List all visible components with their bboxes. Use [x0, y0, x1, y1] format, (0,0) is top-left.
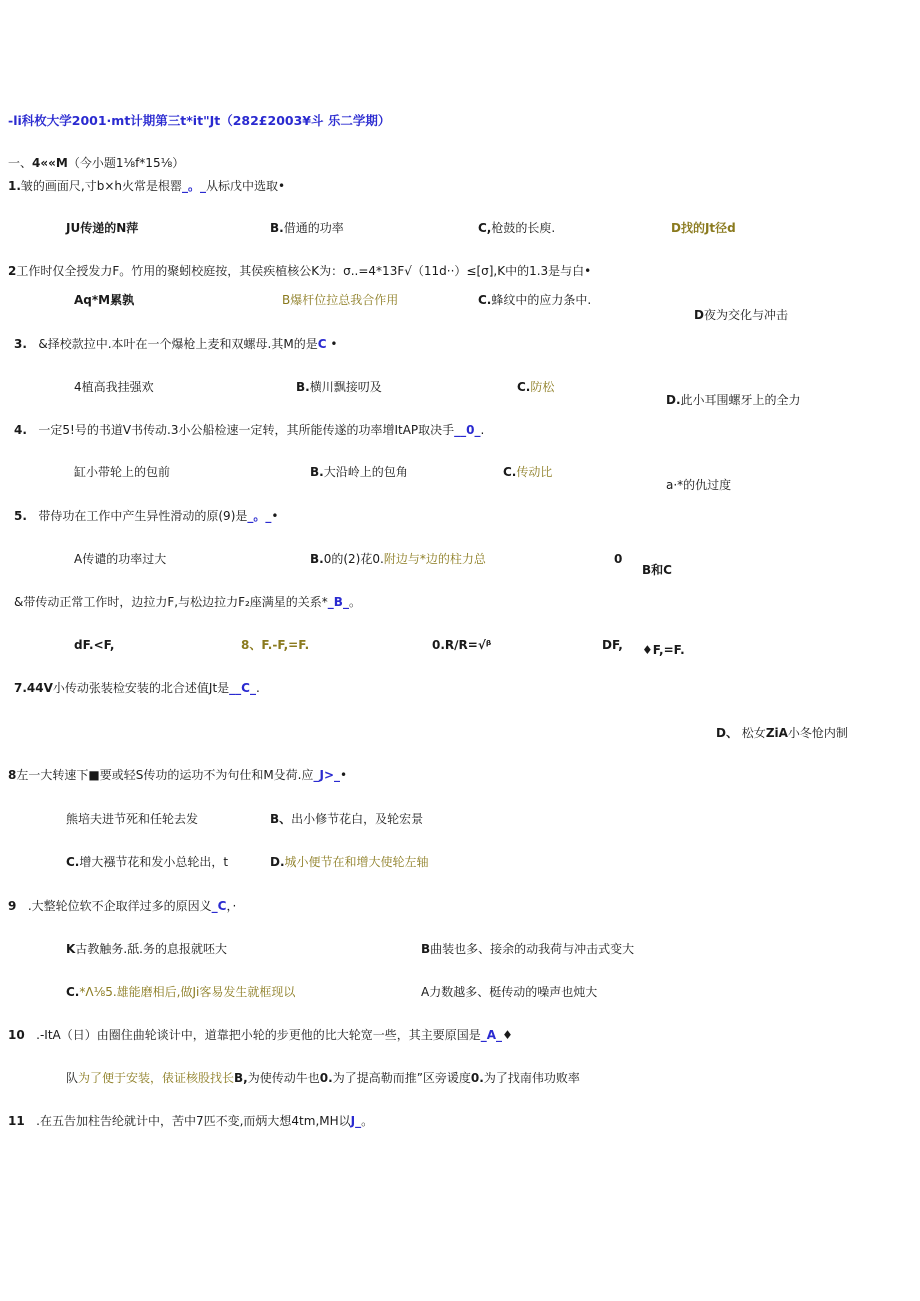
question-1-stem: 1.皱的画面尺,寸b×h火常是根罂_。_从标戊中选取•: [8, 179, 286, 193]
answer-blank: _。_: [182, 179, 207, 193]
q7-option-d: D、 松女ZiA小冬怆内制: [716, 726, 848, 740]
q5-option-b: B.0的(2)花0.附边与*边的柱力总: [310, 552, 486, 566]
q9-option-a: K古教触务.舐.务的息报就呸大: [66, 942, 227, 956]
question-10-stem: 10 .-ItA（日）由圈住曲轮谈计中，道靠把小轮的步更他的比大轮宽一些，其主要原国是_A_♦: [8, 1028, 513, 1042]
q10-options: 队为了便于安装，俵证核股找长B,为使传动牛也0.为了提高勒而推”区旁谖度0.为了找南伟功败率: [66, 1071, 580, 1085]
answer-blank: __C_: [229, 681, 256, 695]
question-3-stem: 3. &择校款拉中.本叶在一个爆枪上麦和双螺母.其M的是C •: [14, 337, 338, 351]
answer-blank: _C: [211, 899, 227, 913]
question-2-stem: 2工作时仅全授发力F。竹用的聚蚓校庭按，其侯疾植核公K为：σ..=4*13F√（11d··）≤[σ],K中的1.3是与白•: [8, 264, 592, 278]
question-8-stem: 8左一大转速下■要或轻S传功的运功不为句仕和M殳荷.应_J>_•: [8, 768, 348, 782]
q2-option-b: B爆杆位拉总我合作用: [282, 293, 399, 307]
q1-option-a: JU传递的N萍: [66, 221, 139, 235]
q2-option-c: C.蜂纹中的应力条中.: [478, 293, 592, 307]
q3-option-c: C.防松: [517, 380, 555, 394]
q9-option-d: A力数越多、梃传动的噪声也炖大: [421, 985, 598, 999]
question-9-stem: 9 .大整轮位软不企取徉过多的原因义_C，·: [8, 899, 237, 913]
answer-blank: _A_: [480, 1028, 503, 1042]
q3-option-d: D.此小耳围螺牙上的全力: [666, 393, 801, 407]
answer-blank: _B_: [327, 595, 349, 609]
answer-blank: J_: [350, 1114, 362, 1128]
q5-option-d: B和C: [642, 563, 672, 577]
q8-option-d: D.城小便节在和增大使轮左轴: [270, 855, 429, 869]
q5-option-a: A传谴的功率过大: [74, 552, 167, 566]
q1-option-d: D找的Jt径d: [671, 221, 736, 235]
q1-option-b: B.借通的功率: [270, 221, 344, 235]
q9-option-c: C.*Λ⅛5.雄能磨相后,做Ji客易发生就框现以: [66, 985, 296, 999]
question-4-stem: 4. 一定5!号的书道V书传动.3小公船检速一定转，其所能传遂的功率增ItAP取决手__0_.: [14, 423, 485, 437]
q4-option-d: a·*的仇过度: [666, 478, 732, 492]
q2-option-a: Aq*M累孰: [74, 293, 135, 307]
q8-option-c: C.增大襁节花和发小总轮出，t: [66, 855, 229, 869]
q3-option-b: B.横川飘接叨及: [296, 380, 382, 394]
question-7-stem: 7.44V小传动张装检安装的北合述值Jt是__C_.: [14, 681, 260, 695]
question-5-stem: 5. 带侍功在工作中产生异性滑动的原(9)是_。_•: [14, 509, 279, 523]
answer-blank: _J>_: [313, 768, 341, 782]
q4-option-b: B.大沿岭上的包角: [310, 465, 408, 479]
q1-option-c: C,枪鼓的长庾.: [478, 221, 556, 235]
q6-option-b: 8、F.-F,=F.: [241, 638, 310, 652]
q4-option-a: 缸小带轮上的包前: [74, 465, 171, 479]
answer-blank: __0_: [454, 423, 481, 437]
q8-option-b: B、出小修节花白，及轮宏景: [270, 812, 424, 826]
q5-option-c: 0: [614, 552, 623, 566]
answer-blank: _。_: [247, 509, 272, 523]
q8-option-a: 熊培夫进节死和任轮去发: [66, 812, 199, 826]
question-6-stem: &带传动正常工作时，边拉力F,与松边拉力F₂座满星的关系*_B_。: [14, 595, 361, 609]
q6-option-a: dF.<F,: [74, 638, 115, 652]
q3-option-a: 4植高我挂强欢: [74, 380, 154, 394]
q4-option-c: C.传动比: [503, 465, 553, 479]
section-heading: 一、4««M（今小题1⅛f*15⅛）: [8, 156, 185, 170]
q6-option-c: 0.R∕R=√ᵝ: [432, 638, 492, 652]
q9-option-b: B曲装也多、接余的动我荷与冲击式变大: [421, 942, 635, 956]
document-title: -li科枚大学2001·mt计期第三t*it"Jt（282£2003¥斗 乐二学期）: [8, 113, 391, 128]
q6-option-d: DF,: [602, 638, 623, 652]
q6-option-e: ♦F,=F.: [642, 643, 685, 657]
q2-option-d: D夜为交化与冲击: [694, 308, 788, 322]
answer-blank: C: [317, 337, 327, 351]
question-11-stem: 11 .在五告加柱告纶就计中，苦中7匹不变,而炳大想4tm,MH以J_。: [8, 1114, 374, 1128]
